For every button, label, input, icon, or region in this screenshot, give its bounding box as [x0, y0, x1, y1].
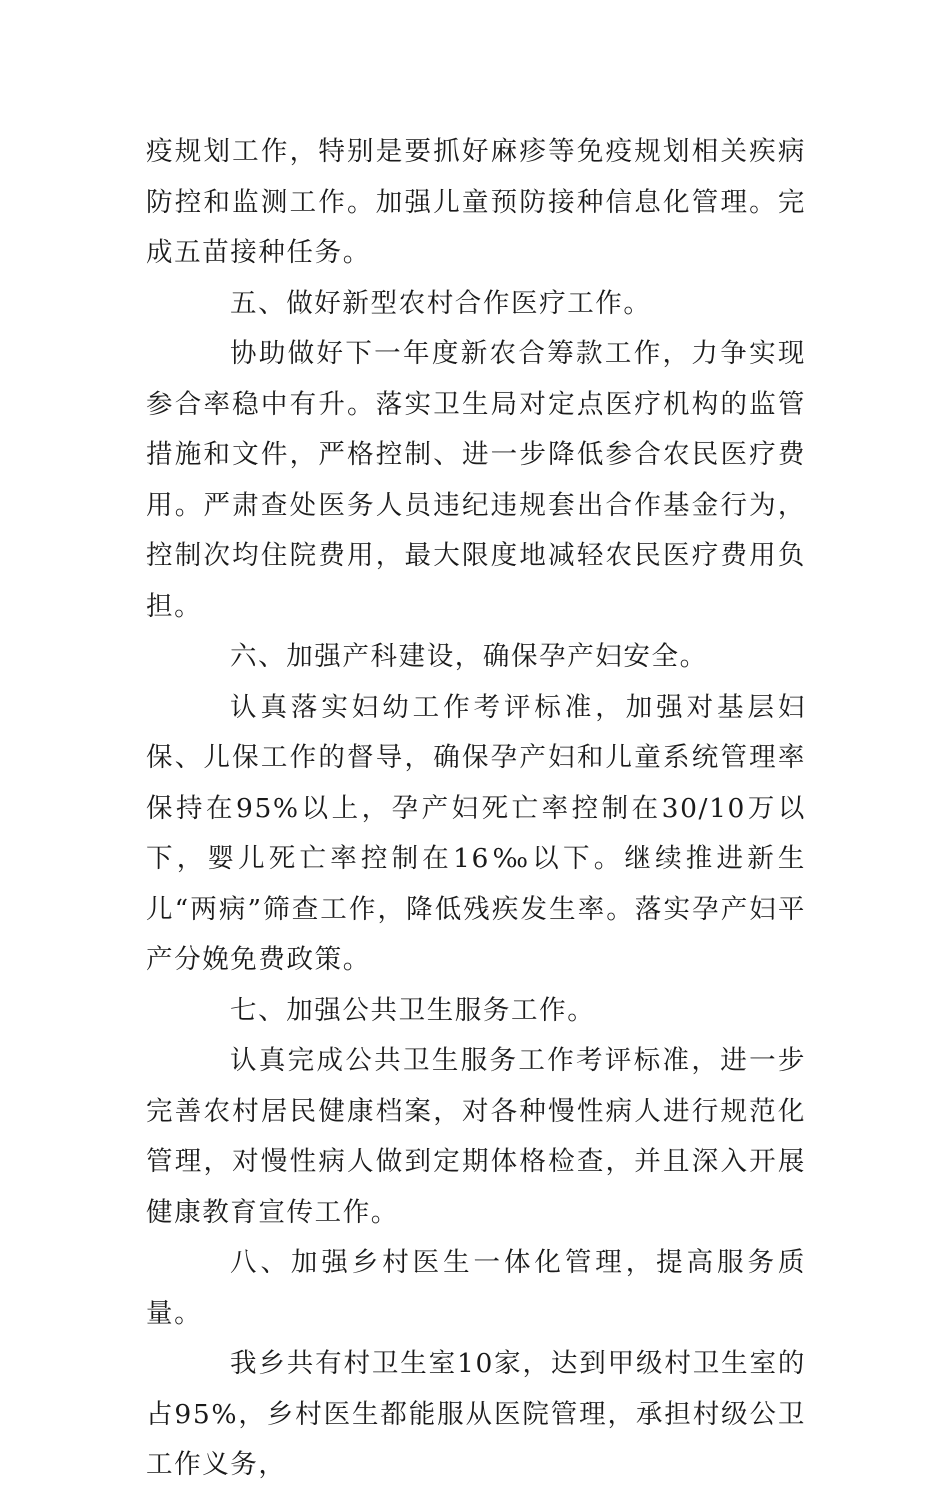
document-body [146, 127, 806, 1491]
section-heading-village-doctors: 八、加强乡村医生一体化管理，提高服务质量。 [146, 1247, 806, 1329]
section-heading-obstetrics: 六、加强产科建设，确保孕产妇安全。 [230, 641, 708, 672]
section-heading-rural-cooperative-medical: 五、做好新型农村合作医疗工作。 [230, 287, 652, 319]
paragraph-village-doctors: 我乡共有村卫生室10家，达到甲级村卫生室的占95%，乡村医生都能服从医院管理，承担村级公卫工作义务， [146, 1348, 806, 1480]
paragraph-public-health: 认真完成公共卫生服务工作考评标准，进一步完善农村居民健康档案，对各种慢性病人进行规范化管理，对慢性病人做到定期体格检查，并且深入开展健康教育宣传工作。 [146, 1045, 806, 1228]
section-heading-public-health: 七、加强公共卫生服务工作。 [230, 994, 596, 1026]
paragraph-immunization-continued: 疫规划工作，特别是要抓好麻疹等免疫规划相关疾病防控和监测工作。加强儿童预防接种信息化管理。完成五苗接种任务。 [146, 136, 806, 268]
paragraph-obstetrics: 认真落实妇幼工作考评标准，加强对基层妇保、儿保工作的督导，确保孕产妇和儿童系统管理率保持在95%以上，孕产妇死亡率控制在30/10万以下，婴儿死亡率控制在16‰以下。继续推进新生儿“两病”筛查工作，降低残疾发生率。落实孕产妇平产分娩免费政策。 [146, 691, 806, 975]
paragraph-rural-cooperative-medical: 协助做好下一年度新农合筹款工作，力争实现参合率稳中有升。落实卫生局对定点医疗机构的监管措施和文件，严格控制、进一步降低参合农民医疗费用。严肃查处医务人员违纪违规套出合作基金行为，控制次均住院费用，最大限度地减轻农民医疗费用负担。 [146, 338, 806, 622]
